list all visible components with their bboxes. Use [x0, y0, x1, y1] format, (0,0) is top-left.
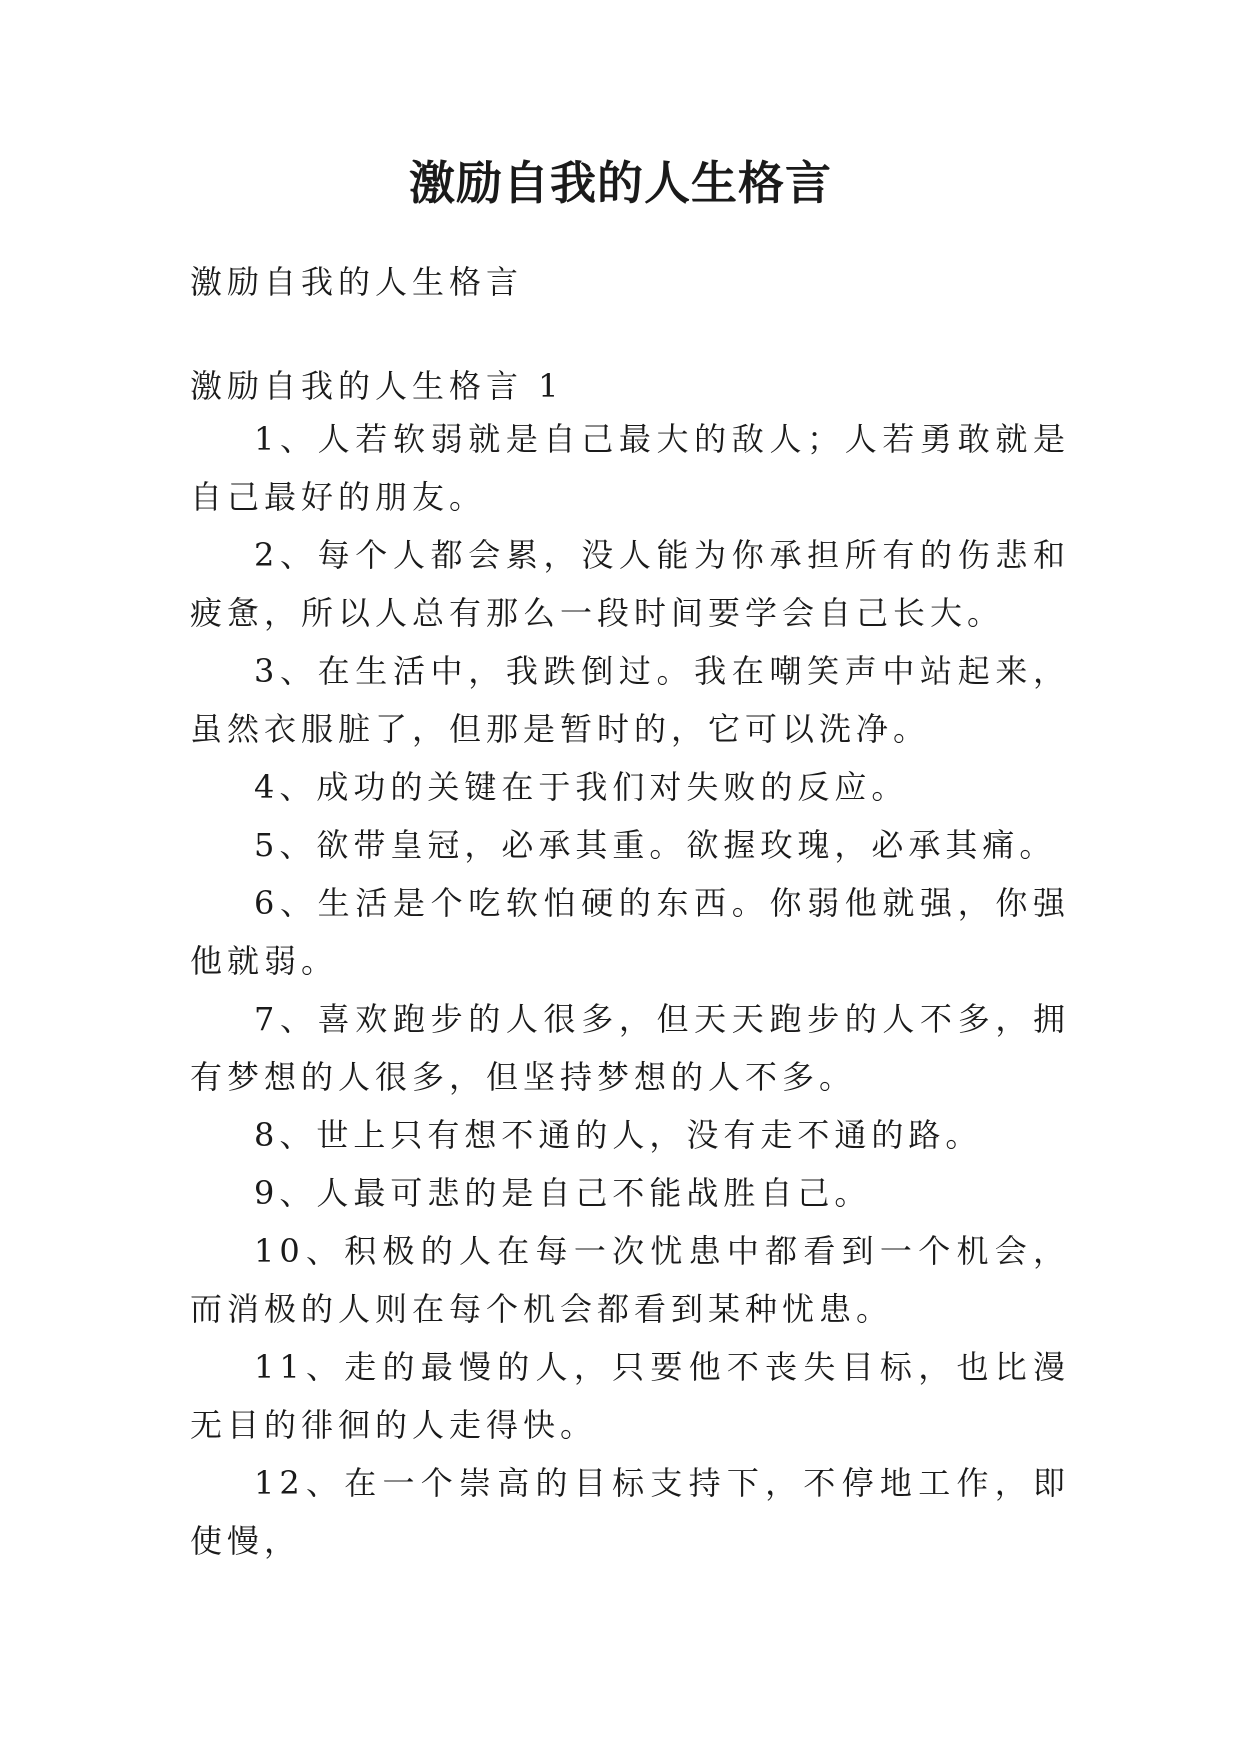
list-item: 7、喜欢跑步的人很多，但天天跑步的人不多，拥有梦想的人很多，但坚持梦想的人不多。 [190, 1000, 1070, 1096]
list-item: 8、世上只有想不通的人，没有走不通的路。 [254, 1116, 983, 1154]
list-item: 2、每个人都会累，没人能为你承担所有的伤悲和疲惫，所以人总有那么一段时间要学会自己长大。 [190, 536, 1070, 632]
list-item: 10、积极的人在每一次忧患中都看到一个机会，而消极的人则在每个机会都看到某种忧患。 [190, 1232, 1070, 1328]
list-item: 1、人若软弱就是自己最大的敌人；人若勇敢就是自己最好的朋友。 [190, 420, 1070, 516]
list-item: 12、在一个崇高的目标支持下，不停地工作，即使慢， [190, 1464, 1070, 1560]
document-title: 激励自我的人生格言 [409, 156, 832, 210]
list-item: 9、人最可悲的是自己不能战胜自己。 [254, 1174, 872, 1212]
list-item: 3、在生活中，我跌倒过。我在嘲笑声中站起来，虽然衣服脏了，但那是暂时的，它可以洗净。 [190, 652, 1070, 748]
list-item: 11、走的最慢的人，只要他不丧失目标，也比漫无目的徘徊的人走得快。 [190, 1348, 1070, 1444]
section-heading: 激励自我的人生格言 1 [190, 367, 564, 405]
list-item: 6、生活是个吃软怕硬的东西。你弱他就强，你强他就弱。 [190, 884, 1070, 980]
list-item: 5、欲带皇冠，必承其重。欲握玫瑰，必承其痛。 [254, 826, 1057, 864]
list-item: 4、成功的关键在于我们对失败的反应。 [254, 768, 909, 806]
document-subtitle: 激励自我的人生格言 [190, 263, 524, 301]
